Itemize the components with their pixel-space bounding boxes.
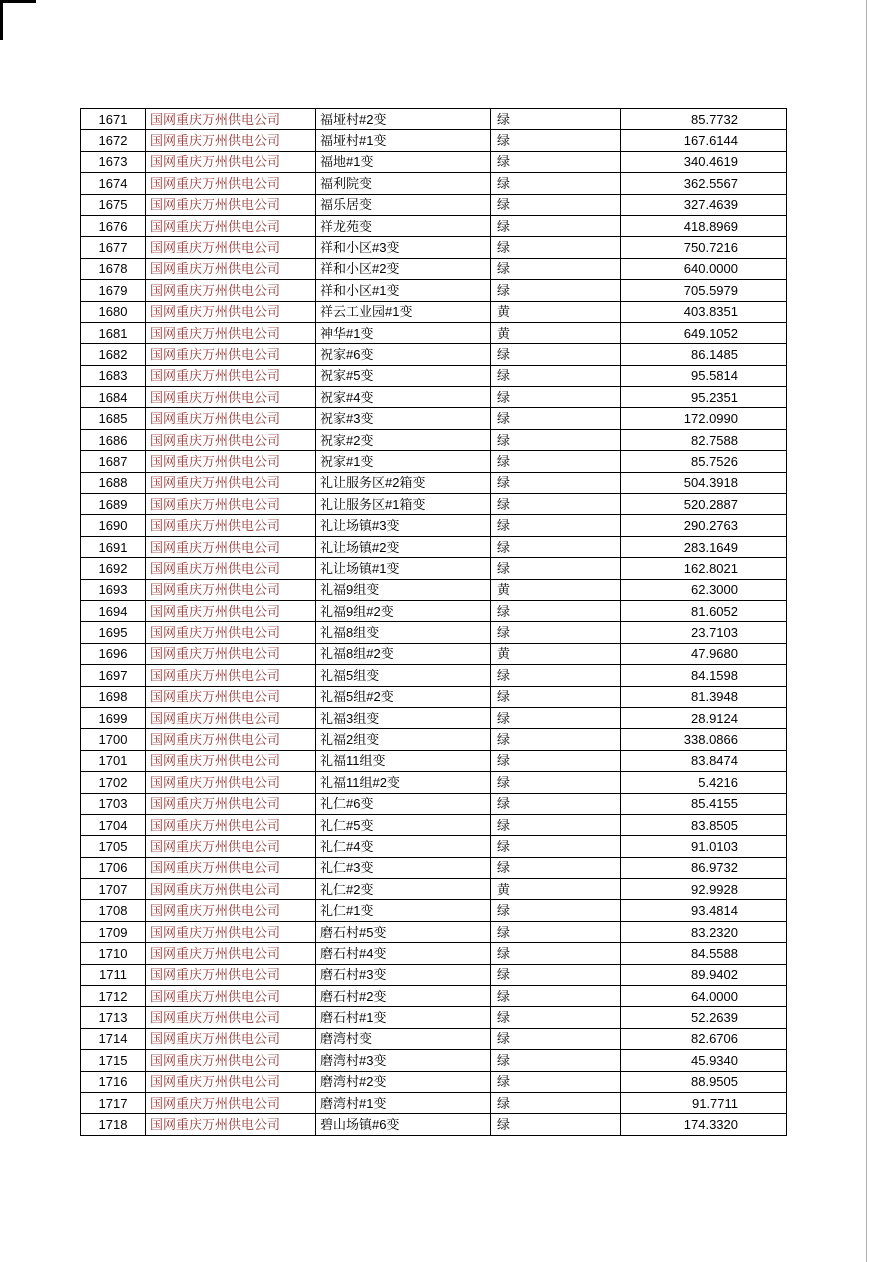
row-index: 1695 <box>81 622 146 643</box>
status-label: 黄 <box>491 579 621 600</box>
company-name: 国网重庆万州供电公司 <box>146 301 316 322</box>
table-row <box>81 451 787 472</box>
status-label: 绿 <box>491 1028 621 1049</box>
company-name: 国网重庆万州供电公司 <box>146 258 316 279</box>
status-label: 黄 <box>491 322 621 343</box>
row-index: 1687 <box>81 451 146 472</box>
value-cell: 85.4155 <box>621 793 787 814</box>
value-cell: 95.5814 <box>621 365 787 386</box>
value-cell: 705.5979 <box>621 280 787 301</box>
status-label: 绿 <box>491 344 621 365</box>
company-name: 国网重庆万州供电公司 <box>146 536 316 557</box>
row-index: 1706 <box>81 857 146 878</box>
value-cell: 81.3948 <box>621 686 787 707</box>
table-body <box>81 109 787 1136</box>
status-label: 绿 <box>491 536 621 557</box>
status-label: 绿 <box>491 921 621 942</box>
company-name: 国网重庆万州供电公司 <box>146 515 316 536</box>
company-name: 国网重庆万州供电公司 <box>146 729 316 750</box>
station-name: 祥龙苑变 <box>316 215 491 236</box>
company-name: 国网重庆万州供电公司 <box>146 879 316 900</box>
company-name: 国网重庆万州供电公司 <box>146 793 316 814</box>
table-row <box>81 600 787 621</box>
company-name: 国网重庆万州供电公司 <box>146 622 316 643</box>
station-name: 礼福11组变 <box>316 750 491 771</box>
table-row <box>81 707 787 728</box>
table-row <box>81 900 787 921</box>
table-row <box>81 344 787 365</box>
company-name: 国网重庆万州供电公司 <box>146 451 316 472</box>
row-index: 1688 <box>81 472 146 493</box>
value-cell: 162.8021 <box>621 558 787 579</box>
row-index: 1702 <box>81 772 146 793</box>
value-cell: 504.3918 <box>621 472 787 493</box>
row-index: 1682 <box>81 344 146 365</box>
station-name: 礼福5组#2变 <box>316 686 491 707</box>
station-name: 礼仁#5变 <box>316 814 491 835</box>
status-label: 黄 <box>491 643 621 664</box>
station-name: 祝家#2变 <box>316 429 491 450</box>
row-index: 1680 <box>81 301 146 322</box>
status-label: 绿 <box>491 258 621 279</box>
company-name: 国网重庆万州供电公司 <box>146 109 316 130</box>
status-label: 绿 <box>491 237 621 258</box>
value-cell: 86.9732 <box>621 857 787 878</box>
row-index: 1694 <box>81 600 146 621</box>
row-index: 1715 <box>81 1050 146 1071</box>
value-cell: 45.9340 <box>621 1050 787 1071</box>
station-name: 礼让服务区#1箱变 <box>316 494 491 515</box>
table-row <box>81 301 787 322</box>
company-name: 国网重庆万州供电公司 <box>146 750 316 771</box>
value-cell: 23.7103 <box>621 622 787 643</box>
row-index: 1672 <box>81 130 146 151</box>
value-cell: 84.1598 <box>621 665 787 686</box>
table-row <box>81 173 787 194</box>
row-index: 1685 <box>81 408 146 429</box>
data-table <box>80 108 787 1136</box>
table-row <box>81 472 787 493</box>
value-cell: 84.5588 <box>621 943 787 964</box>
row-index: 1703 <box>81 793 146 814</box>
row-index: 1700 <box>81 729 146 750</box>
table-row <box>81 387 787 408</box>
status-label: 绿 <box>491 986 621 1007</box>
table-row <box>81 921 787 942</box>
table-row <box>81 622 787 643</box>
status-label: 黄 <box>491 301 621 322</box>
station-name: 礼让服务区#2箱变 <box>316 472 491 493</box>
table-row <box>81 365 787 386</box>
row-index: 1681 <box>81 322 146 343</box>
company-name: 国网重庆万州供电公司 <box>146 280 316 301</box>
table-row <box>81 686 787 707</box>
table-row <box>81 1071 787 1092</box>
company-name: 国网重庆万州供电公司 <box>146 173 316 194</box>
value-cell: 91.7711 <box>621 1092 787 1113</box>
row-index: 1691 <box>81 536 146 557</box>
row-index: 1683 <box>81 365 146 386</box>
table-row <box>81 814 787 835</box>
station-name: 礼让场镇#1变 <box>316 558 491 579</box>
table-row <box>81 280 787 301</box>
value-cell: 47.9680 <box>621 643 787 664</box>
row-index: 1708 <box>81 900 146 921</box>
row-index: 1689 <box>81 494 146 515</box>
station-name: 磨湾村变 <box>316 1028 491 1049</box>
station-name: 礼仁#2变 <box>316 879 491 900</box>
status-label: 绿 <box>491 686 621 707</box>
station-name: 礼福3组变 <box>316 707 491 728</box>
station-name: 礼福9组#2变 <box>316 600 491 621</box>
company-name: 国网重庆万州供电公司 <box>146 943 316 964</box>
status-label: 绿 <box>491 515 621 536</box>
station-name: 礼福11组#2变 <box>316 772 491 793</box>
value-cell: 283.1649 <box>621 536 787 557</box>
value-cell: 750.7216 <box>621 237 787 258</box>
value-cell: 649.1052 <box>621 322 787 343</box>
status-label: 绿 <box>491 494 621 515</box>
value-cell: 92.9928 <box>621 879 787 900</box>
value-cell: 64.0000 <box>621 986 787 1007</box>
page-corner-mark <box>0 0 36 40</box>
table-row <box>81 1007 787 1028</box>
value-cell: 5.4216 <box>621 772 787 793</box>
station-name: 福乐居变 <box>316 194 491 215</box>
row-index: 1713 <box>81 1007 146 1028</box>
value-cell: 83.2320 <box>621 921 787 942</box>
status-label: 绿 <box>491 280 621 301</box>
value-cell: 82.6706 <box>621 1028 787 1049</box>
status-label: 绿 <box>491 451 621 472</box>
status-label: 绿 <box>491 707 621 728</box>
value-cell: 340.4619 <box>621 151 787 172</box>
table-row <box>81 986 787 1007</box>
company-name: 国网重庆万州供电公司 <box>146 600 316 621</box>
table-row <box>81 579 787 600</box>
company-name: 国网重庆万州供电公司 <box>146 215 316 236</box>
value-cell: 95.2351 <box>621 387 787 408</box>
status-label: 绿 <box>491 665 621 686</box>
station-name: 礼福2组变 <box>316 729 491 750</box>
table-row <box>81 943 787 964</box>
value-cell: 91.0103 <box>621 836 787 857</box>
row-index: 1673 <box>81 151 146 172</box>
company-name: 国网重庆万州供电公司 <box>146 494 316 515</box>
table-row <box>81 194 787 215</box>
company-name: 国网重庆万州供电公司 <box>146 429 316 450</box>
table-row <box>81 494 787 515</box>
status-label: 绿 <box>491 622 621 643</box>
table-row <box>81 237 787 258</box>
company-name: 国网重庆万州供电公司 <box>146 151 316 172</box>
row-index: 1684 <box>81 387 146 408</box>
company-name: 国网重庆万州供电公司 <box>146 365 316 386</box>
company-name: 国网重庆万州供电公司 <box>146 472 316 493</box>
company-name: 国网重庆万州供电公司 <box>146 1028 316 1049</box>
row-index: 1679 <box>81 280 146 301</box>
station-name: 磨湾村#2变 <box>316 1071 491 1092</box>
table-row <box>81 964 787 985</box>
row-index: 1709 <box>81 921 146 942</box>
row-index: 1677 <box>81 237 146 258</box>
table-row <box>81 665 787 686</box>
company-name: 国网重庆万州供电公司 <box>146 665 316 686</box>
station-name: 祥和小区#2变 <box>316 258 491 279</box>
company-name: 国网重庆万州供电公司 <box>146 1071 316 1092</box>
row-index: 1711 <box>81 964 146 985</box>
status-label: 绿 <box>491 1050 621 1071</box>
station-name: 礼让场镇#2变 <box>316 536 491 557</box>
value-cell: 81.6052 <box>621 600 787 621</box>
company-name: 国网重庆万州供电公司 <box>146 814 316 835</box>
value-cell: 82.7588 <box>621 429 787 450</box>
row-index: 1710 <box>81 943 146 964</box>
row-index: 1674 <box>81 173 146 194</box>
status-label: 绿 <box>491 173 621 194</box>
status-label: 绿 <box>491 429 621 450</box>
row-index: 1697 <box>81 665 146 686</box>
company-name: 国网重庆万州供电公司 <box>146 1092 316 1113</box>
company-name: 国网重庆万州供电公司 <box>146 344 316 365</box>
status-label: 绿 <box>491 1071 621 1092</box>
value-cell: 83.8505 <box>621 814 787 835</box>
station-name: 磨石村#4变 <box>316 943 491 964</box>
value-cell: 85.7732 <box>621 109 787 130</box>
company-name: 国网重庆万州供电公司 <box>146 237 316 258</box>
status-label: 绿 <box>491 1092 621 1113</box>
status-label: 绿 <box>491 772 621 793</box>
station-name: 祝家#5变 <box>316 365 491 386</box>
table-row <box>81 151 787 172</box>
station-name: 福利院变 <box>316 173 491 194</box>
value-cell: 88.9505 <box>621 1071 787 1092</box>
company-name: 国网重庆万州供电公司 <box>146 986 316 1007</box>
station-name: 福垭村#1变 <box>316 130 491 151</box>
table-row <box>81 1092 787 1113</box>
value-cell: 403.8351 <box>621 301 787 322</box>
row-index: 1678 <box>81 258 146 279</box>
value-cell: 362.5567 <box>621 173 787 194</box>
row-index: 1692 <box>81 558 146 579</box>
value-cell: 520.2887 <box>621 494 787 515</box>
value-cell: 85.7526 <box>621 451 787 472</box>
status-label: 绿 <box>491 857 621 878</box>
value-cell: 83.8474 <box>621 750 787 771</box>
table-row <box>81 130 787 151</box>
table-row <box>81 836 787 857</box>
company-name: 国网重庆万州供电公司 <box>146 387 316 408</box>
station-name: 祝家#4变 <box>316 387 491 408</box>
company-name: 国网重庆万州供电公司 <box>146 921 316 942</box>
company-name: 国网重庆万州供电公司 <box>146 900 316 921</box>
value-cell: 89.9402 <box>621 964 787 985</box>
status-label: 绿 <box>491 964 621 985</box>
value-cell: 62.3000 <box>621 579 787 600</box>
station-name: 神华#1变 <box>316 322 491 343</box>
table-row <box>81 429 787 450</box>
row-index: 1718 <box>81 1114 146 1135</box>
table-row <box>81 322 787 343</box>
company-name: 国网重庆万州供电公司 <box>146 836 316 857</box>
company-name: 国网重庆万州供电公司 <box>146 194 316 215</box>
row-index: 1705 <box>81 836 146 857</box>
status-label: 绿 <box>491 836 621 857</box>
row-index: 1693 <box>81 579 146 600</box>
company-name: 国网重庆万州供电公司 <box>146 1007 316 1028</box>
table-row <box>81 515 787 536</box>
page-edge-line <box>866 0 867 1262</box>
value-cell: 290.2763 <box>621 515 787 536</box>
value-cell: 338.0866 <box>621 729 787 750</box>
status-label: 绿 <box>491 750 621 771</box>
company-name: 国网重庆万州供电公司 <box>146 707 316 728</box>
status-label: 绿 <box>491 900 621 921</box>
value-cell: 640.0000 <box>621 258 787 279</box>
company-name: 国网重庆万州供电公司 <box>146 322 316 343</box>
station-name: 福垭村#2变 <box>316 109 491 130</box>
row-index: 1698 <box>81 686 146 707</box>
status-label: 绿 <box>491 130 621 151</box>
company-name: 国网重庆万州供电公司 <box>146 408 316 429</box>
table-row <box>81 772 787 793</box>
company-name: 国网重庆万州供电公司 <box>146 1050 316 1071</box>
status-label: 绿 <box>491 365 621 386</box>
status-label: 绿 <box>491 387 621 408</box>
value-cell: 167.6144 <box>621 130 787 151</box>
status-label: 绿 <box>491 109 621 130</box>
station-name: 磨石村#3变 <box>316 964 491 985</box>
table-row <box>81 750 787 771</box>
value-cell: 86.1485 <box>621 344 787 365</box>
company-name: 国网重庆万州供电公司 <box>146 964 316 985</box>
status-label: 绿 <box>491 943 621 964</box>
status-label: 绿 <box>491 194 621 215</box>
table-row <box>81 215 787 236</box>
status-label: 绿 <box>491 558 621 579</box>
station-name: 礼仁#1变 <box>316 900 491 921</box>
row-index: 1717 <box>81 1092 146 1113</box>
row-index: 1714 <box>81 1028 146 1049</box>
value-cell: 418.8969 <box>621 215 787 236</box>
station-name: 礼仁#6变 <box>316 793 491 814</box>
station-name: 祥和小区#1变 <box>316 280 491 301</box>
company-name: 国网重庆万州供电公司 <box>146 579 316 600</box>
status-label: 绿 <box>491 729 621 750</box>
table-row <box>81 643 787 664</box>
station-name: 祥云工业园#1变 <box>316 301 491 322</box>
row-index: 1699 <box>81 707 146 728</box>
row-index: 1704 <box>81 814 146 835</box>
status-label: 绿 <box>491 1007 621 1028</box>
station-name: 祝家#3变 <box>316 408 491 429</box>
row-index: 1675 <box>81 194 146 215</box>
row-index: 1696 <box>81 643 146 664</box>
company-name: 国网重庆万州供电公司 <box>146 686 316 707</box>
company-name: 国网重庆万州供电公司 <box>146 772 316 793</box>
status-label: 绿 <box>491 793 621 814</box>
station-name: 磨湾村#3变 <box>316 1050 491 1071</box>
value-cell: 172.0990 <box>621 408 787 429</box>
station-name: 福地#1变 <box>316 151 491 172</box>
company-name: 国网重庆万州供电公司 <box>146 643 316 664</box>
station-name: 礼福5组变 <box>316 665 491 686</box>
row-index: 1686 <box>81 429 146 450</box>
row-index: 1690 <box>81 515 146 536</box>
row-index: 1716 <box>81 1071 146 1092</box>
station-name: 磨石村#5变 <box>316 921 491 942</box>
status-label: 绿 <box>491 408 621 429</box>
station-name: 礼福8组#2变 <box>316 643 491 664</box>
company-name: 国网重庆万州供电公司 <box>146 1114 316 1135</box>
table-row <box>81 558 787 579</box>
value-cell: 327.4639 <box>621 194 787 215</box>
station-name: 礼让场镇#3变 <box>316 515 491 536</box>
row-index: 1701 <box>81 750 146 771</box>
row-index: 1707 <box>81 879 146 900</box>
station-name: 祝家#1变 <box>316 451 491 472</box>
table-row <box>81 1028 787 1049</box>
row-index: 1676 <box>81 215 146 236</box>
station-name: 礼福8组变 <box>316 622 491 643</box>
company-name: 国网重庆万州供电公司 <box>146 558 316 579</box>
value-cell: 93.4814 <box>621 900 787 921</box>
station-name: 磨湾村#1变 <box>316 1092 491 1113</box>
station-name: 碧山场镇#6变 <box>316 1114 491 1135</box>
company-name: 国网重庆万州供电公司 <box>146 857 316 878</box>
status-label: 绿 <box>491 215 621 236</box>
value-cell: 28.9124 <box>621 707 787 728</box>
station-name: 磨石村#2变 <box>316 986 491 1007</box>
station-name: 礼仁#3变 <box>316 857 491 878</box>
station-name: 磨石村#1变 <box>316 1007 491 1028</box>
table-row <box>81 1114 787 1135</box>
row-index: 1712 <box>81 986 146 1007</box>
status-label: 绿 <box>491 472 621 493</box>
value-cell: 52.2639 <box>621 1007 787 1028</box>
table-row <box>81 793 787 814</box>
station-name: 礼仁#4变 <box>316 836 491 857</box>
table-row <box>81 1050 787 1071</box>
value-cell: 174.3320 <box>621 1114 787 1135</box>
station-name: 祥和小区#3变 <box>316 237 491 258</box>
status-label: 绿 <box>491 1114 621 1135</box>
table-row <box>81 258 787 279</box>
table-row <box>81 879 787 900</box>
table-row <box>81 729 787 750</box>
table-row <box>81 408 787 429</box>
station-name: 祝家#6变 <box>316 344 491 365</box>
table-row <box>81 109 787 130</box>
status-label: 绿 <box>491 151 621 172</box>
station-name: 礼福9组变 <box>316 579 491 600</box>
table-row <box>81 536 787 557</box>
table-row <box>81 857 787 878</box>
status-label: 黄 <box>491 879 621 900</box>
row-index: 1671 <box>81 109 146 130</box>
company-name: 国网重庆万州供电公司 <box>146 130 316 151</box>
status-label: 绿 <box>491 600 621 621</box>
status-label: 绿 <box>491 814 621 835</box>
